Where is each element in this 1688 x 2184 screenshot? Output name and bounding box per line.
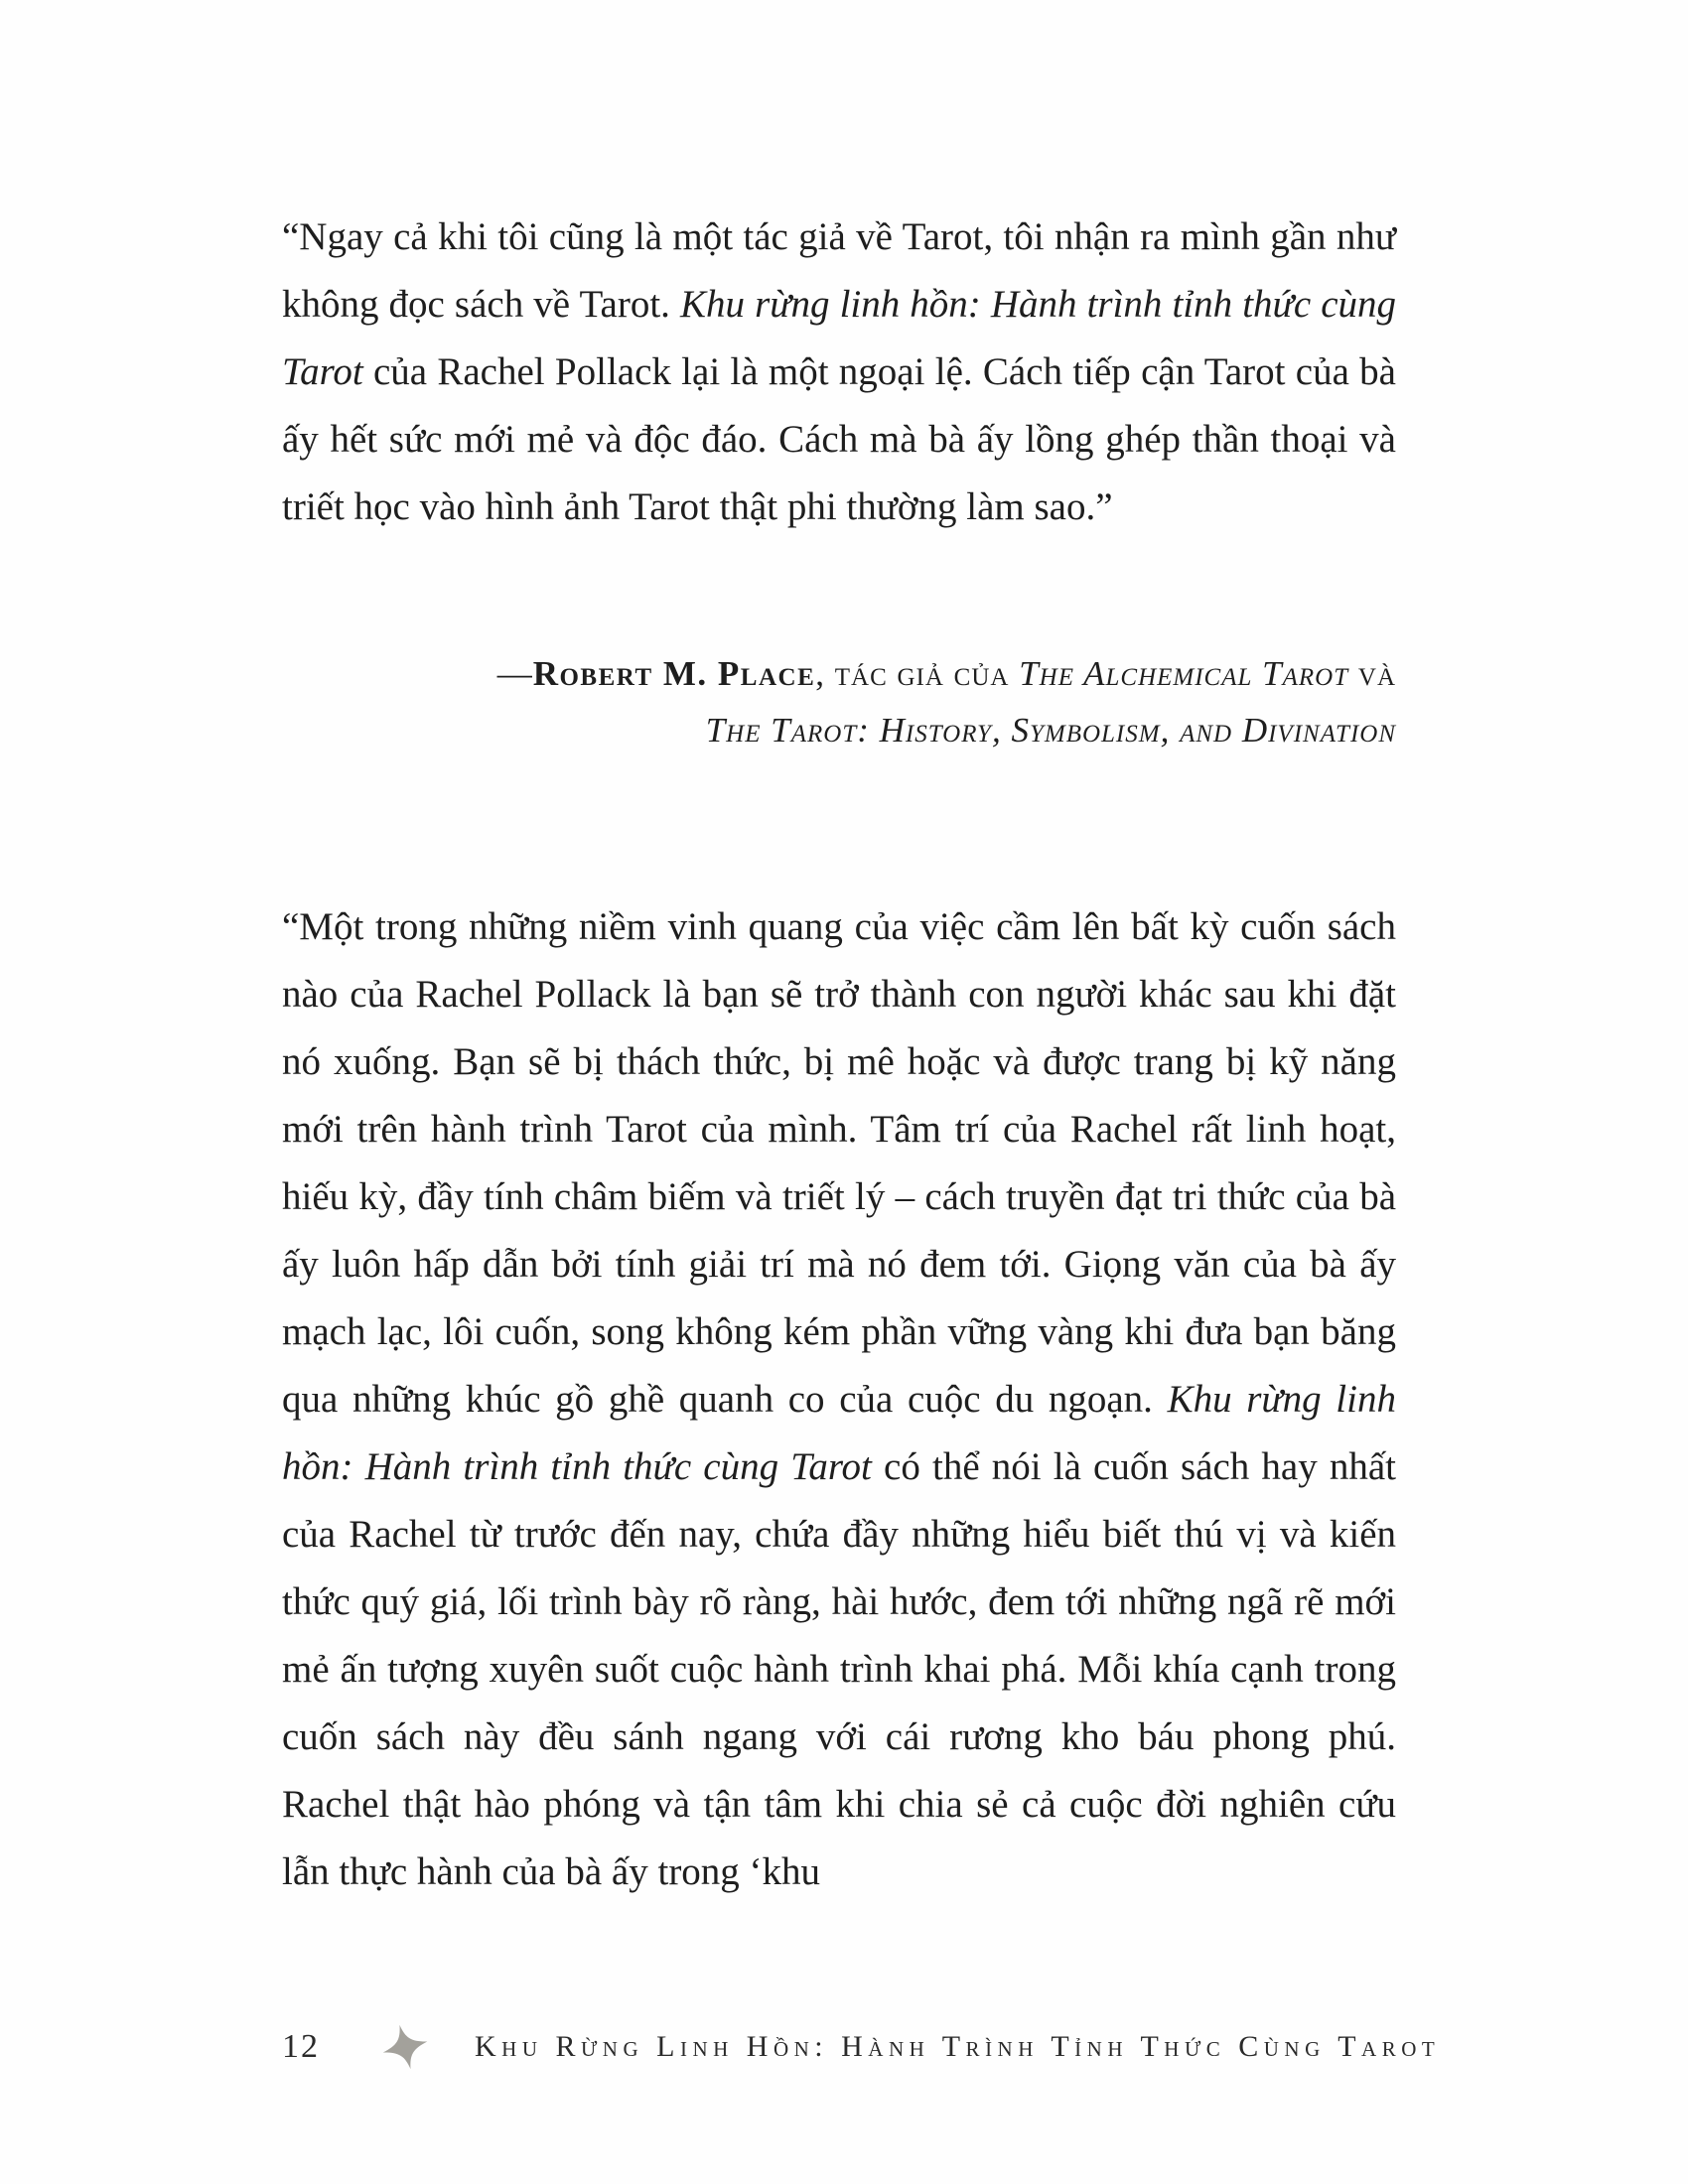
text-segment: Robert M. Place — [532, 654, 816, 693]
text-segment: , tác giả của — [815, 654, 1020, 693]
text-segment: The Alchemical Tarot — [1019, 654, 1349, 693]
attribution — [282, 645, 1396, 758]
text-segment: The Tarot: History, Symbolism, and Divination — [705, 711, 1396, 750]
page-number: 12 — [282, 2028, 320, 2065]
text-segment: Khu rừng linh hồn: Hành trình tỉnh thức cùng Tarot — [282, 1378, 1396, 1488]
text-segment: “Ngay cả khi tôi cũng là một tác giả về Tarot, tôi nhận ra mình gần như không đọc sách về Tarot. — [282, 215, 1396, 326]
quote-paragraph-2 — [282, 893, 1396, 1906]
text-segment: và — [1348, 654, 1396, 693]
text-segment: — — [496, 654, 533, 693]
attribution-line-1 — [282, 645, 1396, 702]
page-footer — [282, 2023, 1441, 2071]
text-segment: “Một trong những niềm vinh quang của việc cầm lên bất kỳ cuốn sách nào của Rachel Pollack là bạn sẽ trở thành con người khác sau khi đặt nó xuống. Bạn sẽ bị thách thức, bị mê hoặc và được trang bị kỹ năng mới trên hành trình Tarot của mình. Tâm trí của Rachel rất linh hoạt, hiếu kỳ, đầy tính châm biếm và triết lý – cách truyền đạt tri thức của bà ấy luôn hấp dẫn bởi tính giải trí mà nó đem tới. Giọng văn của bà ấy mạch lạc, lôi cuốn, song không kém phần vững vàng khi đưa bạn băng qua những khúc gồ ghề quanh co của cuộc du ngoạn. — [282, 905, 1396, 1421]
text-segment: Khu rừng linh hồn: Hành trình tỉnh thức cùng Tarot — [282, 283, 1397, 393]
text-segment: có thể nói là cuốn sách hay nhất của Rachel từ trước đến nay, chứa đầy những hiểu biết thú vị và kiến thức quý giá, lối trình bày rõ ràng, hài hước, đem tới những ngã rẽ mới mẻ ấn tượng xuyên suốt cuộc hành trình khai phá. Mỗi khía cạnh trong cuốn sách này đều sánh ngang với cái rương kho báu phong phú. Rachel thật hào phóng và tận tâm khi chia sẻ cả cuộc đời nghiên cứu lẫn thực hành của bà ấy trong ‘khu — [282, 1445, 1397, 1893]
running-title: Khu Rừng Linh Hồn: Hành Trình Tỉnh Thức Cùng Tarot — [475, 2030, 1441, 2063]
attribution-line-2 — [282, 702, 1396, 758]
quote-paragraph-1 — [282, 204, 1396, 541]
sparkle-star-icon — [376, 2018, 434, 2076]
text-segment: của Rachel Pollack lại là một ngoại lệ. Cách tiếp cận Tarot của bà ấy hết sức mới mẻ và độc đáo. Cách mà bà ấy lồng ghép thần thoại và triết học vào hình ảnh Tarot thật phi thường làm sao.” — [282, 350, 1396, 528]
